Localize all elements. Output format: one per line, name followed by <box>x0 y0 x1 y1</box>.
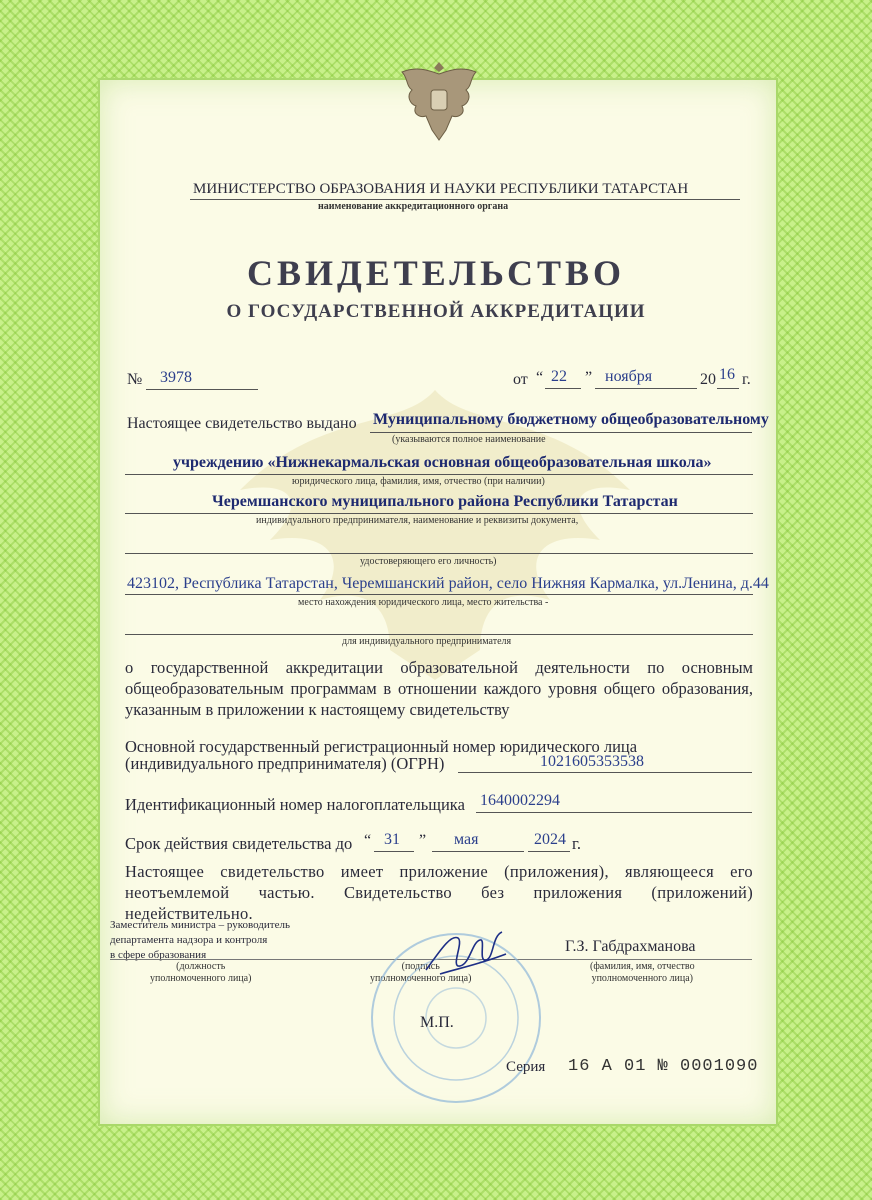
signer-position-line1: Заместитель министра – руководитель <box>110 919 290 931</box>
validity-year: 2024 <box>534 831 566 848</box>
year-underline <box>717 388 739 389</box>
signer-name: Г.З. Габдрахманова <box>565 938 696 955</box>
caption-signature-line1: (подпись <box>401 961 440 972</box>
issued-label: Настоящее свидетельство выдано <box>127 415 357 432</box>
caption-full-name: (указываются полное наименование <box>392 434 546 445</box>
inn-underline <box>476 812 752 813</box>
coat-of-arms-emblem <box>398 56 480 146</box>
issue-month: ноября <box>605 368 653 385</box>
appendix-paragraph: Настоящее свидетельство имеет приложение (приложения), являющееся его неотъемлемой частью. Свидетельство без приложения (приложений) недействительно. <box>125 862 753 923</box>
series-label: Серия <box>506 1059 546 1075</box>
caption-entrepreneur: индивидуального предпринимателя, наименование и реквизиты документа, <box>256 515 579 526</box>
org-line3-underline <box>125 513 753 514</box>
ministry-caption: наименование аккредитационного органа <box>318 201 509 212</box>
number-underline <box>146 389 258 390</box>
issue-day: 22 <box>551 368 567 385</box>
org-name-line1: Муниципальному бюджетному общеобразовательному <box>373 411 769 428</box>
caption-identity: удостоверяющего его личность) <box>360 556 497 567</box>
ogrn-number: 1021605353538 <box>540 753 644 770</box>
validity-label: Срок действия свидетельства до <box>125 834 353 853</box>
org-name-line3: Черемшанского муниципального района Республики Татарстан <box>212 493 678 510</box>
validity-open-quote: “ <box>364 832 372 849</box>
caption-name <box>590 961 695 985</box>
inn-number: 1640002294 <box>480 792 560 809</box>
validity-year-underline <box>528 851 570 852</box>
caption-legal-entity: юридического лица, фамилия, имя, отчество (при наличии) <box>292 476 545 487</box>
date-prefix: от <box>513 371 528 388</box>
caption-position-line2: уполномоченного лица) <box>150 973 252 984</box>
caption-name-line2: уполномоченного лица) <box>591 973 693 984</box>
ogrn-text-line1: Основной государственный регистрационный номер юридического лица <box>125 737 638 756</box>
org-line1-underline <box>370 432 752 433</box>
validity-day: 31 <box>384 831 400 848</box>
date-close-quote: ” <box>585 369 593 386</box>
inn-label: Идентификационный номер налогоплательщика <box>125 795 465 814</box>
caption-signature-line2: уполномоченного лица) <box>370 973 472 984</box>
validity-month: мая <box>454 831 479 848</box>
blank-residence-underline <box>125 634 753 635</box>
org-address: 423102, Республика Татарстан, Черемшанский район, село Нижняя Кармалка, ул.Ленина, д.44 <box>127 575 769 592</box>
ministry-underline <box>190 199 740 200</box>
org-line2-underline <box>125 474 753 475</box>
date-open-quote: “ <box>536 369 544 386</box>
ogrn-underline <box>458 772 752 773</box>
signer-position-line2: департамента надзора и контроля <box>110 934 268 946</box>
caption-position-line1: (должность <box>176 961 226 972</box>
accreditation-paragraph: о государственной аккредитации образовательной деятельности по основным общеобразовательным программам в отношении каждого уровня общего образования, указанным в приложении к настоящему свидетельству <box>125 658 753 719</box>
signer-position-line3: в сфере образования <box>110 949 207 961</box>
validity-close-quote: ” <box>419 832 427 849</box>
certificate-title: СВИДЕТЕЛЬСТВО <box>246 253 626 293</box>
ministry-name: МИНИСТЕРСТВО ОБРАЗОВАНИЯ И НАУКИ РЕСПУБЛИКИ ТАТАРСТАН <box>193 181 689 197</box>
year-suffix: г. <box>742 371 751 388</box>
issue-year: 16 <box>719 366 735 383</box>
signer-position <box>110 918 360 963</box>
year-prefix: 20 <box>700 371 716 388</box>
month-underline <box>595 388 697 389</box>
series-number: 16 А 01 № 0001090 <box>568 1057 759 1076</box>
caption-location: место нахождения юридического лица, место жительства - <box>298 597 549 608</box>
ogrn-text-line2: (индивидуального предпринимателя) (ОГРН) <box>125 754 445 773</box>
org-name-line2: учреждению «Нижнекармальская основная общеобразовательная школа» <box>173 454 712 471</box>
caption-position <box>150 961 251 985</box>
seal-place-label: М.П. <box>420 1014 454 1031</box>
number-label: № <box>127 371 143 388</box>
caption-entrepreneur-residence: для индивидуального предпринимателя <box>342 636 512 647</box>
validity-year-suffix: г. <box>572 834 582 853</box>
validity-day-underline <box>374 851 414 852</box>
validity-month-underline <box>432 851 524 852</box>
handwritten-signature <box>420 924 510 986</box>
certificate-number: 3978 <box>160 369 192 386</box>
certificate-subtitle: О ГОСУДАРСТВЕННОЙ АККРЕДИТАЦИИ <box>226 301 646 322</box>
caption-name-line1: (фамилия, имя, отчество <box>590 961 695 972</box>
address-underline <box>125 594 753 595</box>
day-underline <box>545 388 581 389</box>
blank-identity-underline <box>125 553 753 554</box>
